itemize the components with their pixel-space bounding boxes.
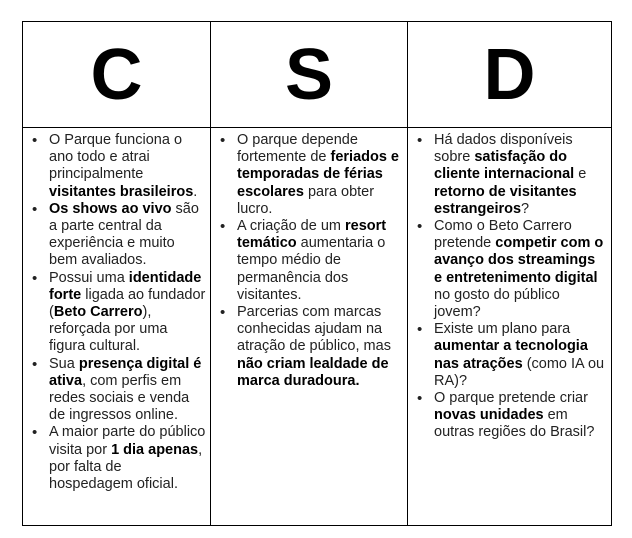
- text: .: [193, 183, 198, 200]
- list-item: [49, 356, 206, 425]
- text: ?: [521, 200, 530, 217]
- list-item: [49, 424, 206, 493]
- text: Como o Beto Carrero pretende: [434, 218, 572, 252]
- bold-text: presença digital é ativa: [49, 355, 202, 389]
- text: A criação de um: [237, 218, 345, 235]
- list-item: [434, 132, 607, 218]
- text: O Parque funciona o ano todo e atrai principalmente: [49, 132, 183, 183]
- certezas-list: [27, 132, 206, 493]
- header-certezas: C: [90, 34, 143, 115]
- text: (como IA ou RA)?: [434, 355, 605, 389]
- text: , com perfis em redes sociais e venda de ingressos online.: [49, 372, 190, 424]
- text: são a parte central da experiência e muito bem avaliados.: [49, 200, 199, 269]
- text: Sua: [49, 355, 79, 372]
- list-item: [237, 304, 403, 390]
- bold-text: visitantes brasileiros: [49, 183, 194, 200]
- bold-text: resort temático: [237, 218, 387, 252]
- bold-text: 1 dia apenas: [111, 441, 199, 458]
- bold-text: Os shows ao vivo: [49, 200, 172, 217]
- bold-text: feriados e temporadas de férias escolares: [237, 149, 399, 200]
- text: ), reforçada por uma figura cultural.: [49, 304, 168, 355]
- text: ligada ao fundador (: [49, 286, 206, 321]
- suposicoes-list: [215, 132, 403, 390]
- text: Possui uma: [49, 269, 129, 286]
- text: para obter lucro.: [237, 183, 375, 217]
- bold-text: competir com o avanço dos streamings e entretenimento digital: [434, 235, 604, 286]
- bold-text: não criam lealdade de marca duradoura.: [237, 355, 389, 389]
- text: , por falta de hospedagem oficial.: [49, 441, 203, 493]
- bold-text: satisfação do cliente internacional: [434, 149, 575, 183]
- text: em outras regiões do Brasil?: [434, 407, 595, 441]
- bold-text: identidade forte: [49, 269, 202, 303]
- text: e: [574, 166, 587, 183]
- bold-text: Beto Carrero: [53, 304, 143, 321]
- column-certezas: [23, 128, 210, 493]
- list-item: [237, 132, 403, 218]
- column-suposicoes: [211, 128, 407, 390]
- duvidas-list: [412, 132, 607, 442]
- text: A maior parte do público visita por: [49, 424, 206, 458]
- list-item: [434, 218, 607, 321]
- text: O parque depende fortemente de: [237, 132, 358, 166]
- list-item: [49, 132, 206, 201]
- text: no gosto do público jovem?: [434, 286, 560, 321]
- header-suposicoes: S: [284, 34, 334, 115]
- csd-matrix: [22, 21, 612, 526]
- bold-text: aumentar a tecnologia nas atrações: [434, 338, 588, 372]
- bold-text: retorno de visitantes estrangeiros: [434, 183, 577, 217]
- text: Existe um plano para: [434, 321, 571, 338]
- text: Há dados disponíveis sobre: [434, 132, 573, 166]
- bold-text: novas unidades: [434, 407, 544, 424]
- column-duvidas: [408, 128, 611, 442]
- header-duvidas: D: [483, 34, 536, 115]
- list-item: [434, 321, 607, 390]
- text: O parque pretende criar: [434, 390, 588, 407]
- list-item: [49, 270, 206, 356]
- list-item: [434, 390, 607, 442]
- text: aumentaria o tempo médio de permanência dos visitantes.: [237, 235, 386, 303]
- list-item: [237, 218, 403, 304]
- text: Parcerias com marcas conhecidas ajudam na atração de público, mas: [237, 304, 391, 355]
- list-item: [49, 201, 206, 270]
